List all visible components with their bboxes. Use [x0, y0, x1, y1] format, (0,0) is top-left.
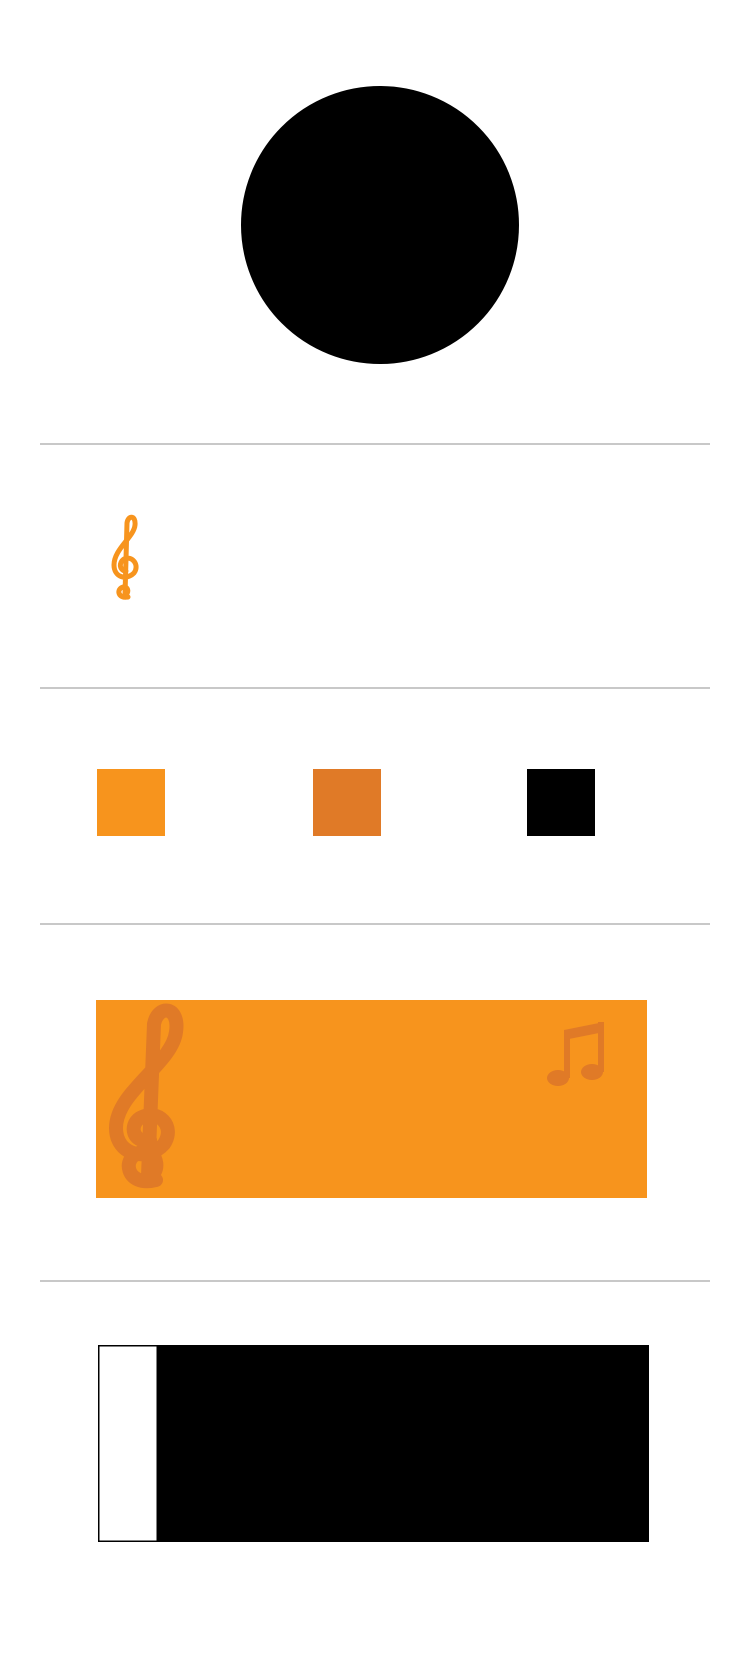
- divider: [40, 687, 710, 689]
- website-header-banner: [96, 1000, 647, 1198]
- divider: [40, 1280, 710, 1282]
- horizontal-logo: [332, 548, 662, 588]
- treble-clef-icon: [108, 513, 142, 603]
- swatch-medium-orange: [313, 769, 381, 836]
- piano-keys-icon: [99, 1346, 157, 1541]
- stacked-logo: [108, 513, 258, 603]
- swatch-black: [527, 769, 595, 836]
- primary-logo: [240, 85, 520, 365]
- divider: [40, 923, 710, 925]
- swatch-light-orange: [97, 769, 165, 836]
- divider: [40, 443, 710, 445]
- blog-header-banner: [98, 1345, 649, 1542]
